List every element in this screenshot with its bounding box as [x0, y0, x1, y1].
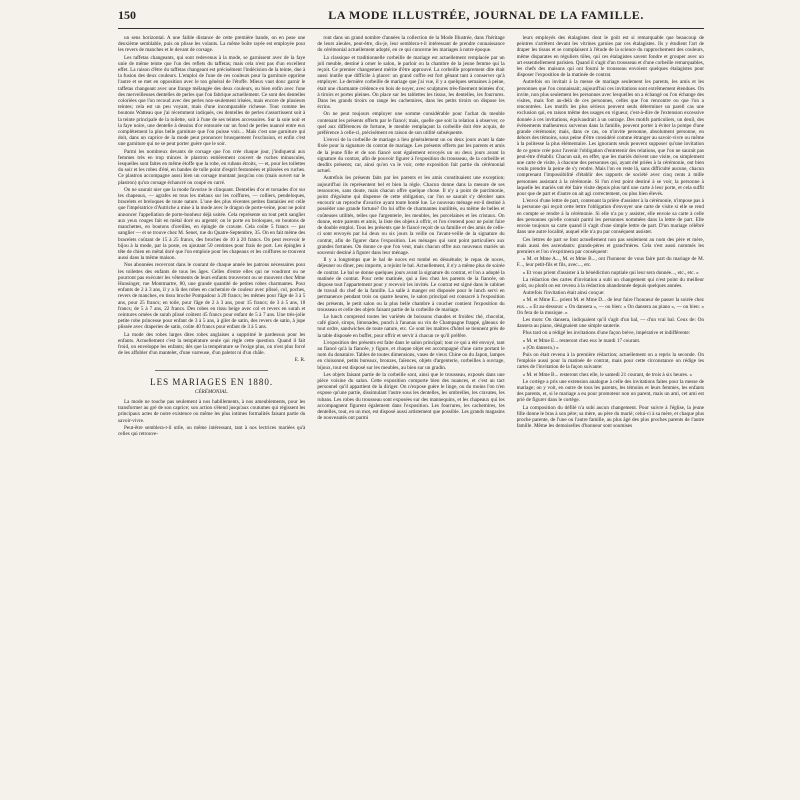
paragraph: Autrefois l'invitation était ainsi conçue:	[522, 290, 605, 297]
paragraph: La rédaction des cartes d'invitation a subi un changement qui n'est point du meilleur goût, ou plutôt on est revenu à la rédaction abandonnée depuis quelques années.	[516, 276, 704, 289]
section-separator	[155, 370, 267, 371]
paragraph: Les mots: On dansera, indiquaient qu'il s'agit d'un bal, — d'un vrai bal. Ceux de: On dansera au piano, désignaient une simple sauterie.	[516, 316, 704, 330]
paragraph: « M. et Mme E... prient M. et Mme D... de leur faire l'honneur de passer la soirée chez eux... » Et au-dessous: « On dansera », — ou bien: « On dansera au piano », — ou bien: « On fera de la musique. »	[516, 297, 704, 316]
paragraph: Peut-être semblera-t-il utile, ou même intéressant, tant à nos lectrices mariées qu'à celles qui retrouve-	[118, 424, 306, 437]
running-title: LA MODE ILLUSTRÉE, JOURNAL DE LA FAMILLE.	[328, 8, 644, 22]
paragraph: On ne saurait nier que la mode favorise le clinquant. Dentelles d'or et torsades d'or sur les chapeaux, — agrafes en tous les métaux sur les coiffures, — colliers, pendeloques, bracelets et breloques de toute nature. L'une des plus récentes petites fantaisies est celle que l'impératrice d'Autriche a mise à la mode avec le dragon de porte-veine, pour ne point annoncer l'appellation de porte-bonheur déjà usitée. Cela représente un tout petit sanglier aux yeux rouges fait en métal doré ou argenté; on le porte en broloques, en boutons de manchettes, en boutons d'oreilles, en épingle de cravate. Cela coûte 5 francs — par sanglier — et se trouve chez M. Senet, rue du Quatre-Septembre, 35. On en fait même des bracelets coûtant de 15 à 25 francs, des broches de 10 à 20 francs. On peut recevoir le bijou à la mode, par la poste, en ajoutant 50 centimes pour frais de port. Les épingles à tête de chien en métal doré que l'on emploie pour les chapeaux et les coiffures se trouvent aussi dans la même maison.	[118, 186, 306, 262]
paragraph: L'envoi d'une lettre de part, contenant la prière d'assister à la cérémonie, n'impose pas à la personne qui reçoit cette lettre l'obligation d'envoyer une carte de visite si elle se rend en compte se rendre à la cérémonie. Si elle n'a pu y assister, elle envoie sa carte à celle des personnes qu'elle connait parmi les personnes nommées dans la lettre de part. Elle envoie toujours sa carte quand il s'agit d'une simple lettre de part. D'un mariage célébré dans une autre localité, auquel elle n'a pu par conséquent assister.	[516, 198, 704, 236]
paragraph: L'envoi de la corbeille de mariage a lieu généralement un ou deux jours avant la date fixée pour la signature du contrat de mariage. Les présents offerts par les parents et amis de la jeune fille et de son fiancé sont également envoyés un ou deux jours avant la signature du contrat, afin de pouvoir figurer à l'exposition du trousseau, de la corbeille et desdits présents; car, ainsi qu'on va le voir, cette exposition fait partie du cérémonial actuel.	[317, 137, 505, 175]
paragraph: Le cortège a pris une extension analogue à celle des invitations faites pour la messe de mariage; on y voit, en outre de tous les parents, les témoins et leurs femmes, les enfants des parents, et, si le mariage a eu pour promoteur non un parent, mais un ami, cet ami est prié de figurer dans le cortège.	[516, 378, 704, 404]
section-title: LES MARIAGES EN 1880.	[150, 376, 274, 387]
paragraph: Les objets faisant partie de la corbeille sont, ainsi que le trousseau, exposés dans une pièce voisine du salon. Cette exposition comporte bien des nuances, et c'est au tact personnel qu'il appartient de la diriger. On n'expose guère le linge, ou du moins l'on n'en expose qu'une partie, dissimulant l'autre sous les dentelles, les ombrelles, les cravates, les rubans. Les robes du trousseau sont exposées sur des mannequins, et les chapeaux qui les accompagnent figurent également dans l'exposition. Les fourrures, les cachemires, les dentelles, tout, en un mot, est disposé aussi artistement que possible. Les grands magasins de nouveautés ont parmi	[317, 371, 505, 422]
paragraph: Le lunch comprend toutes les variétés de boissons chaudes et froides: thé, chocolat, café glacé, sirops, limonades, punch à l'ananas ou vin de Champagne frappé, gâteaux de tout ordre, sandwiches de toute nature, etc. Ce sont les maîtres d'hôtel se tiennent près de la table disposée en buffet, pour offrir et servir à chacun ce qu'il préfère.	[317, 313, 505, 339]
column-1	[118, 35, 305, 780]
paragraph: Puis on était revenu à la première rédaction; actuellement on a repris la seconde. On l'emploie aussi pour la matinée de contrat, mais pour cette circonstance on rédige les cartes de l'invitation de la façon suivante:	[516, 351, 704, 371]
column-3	[517, 35, 704, 780]
paragraph: Ces lettres de part se font actuellement non pas seulement au nom des père et mère, mais aussi des ascendants: grands-pères et grand'mères. Cela s'est aussi nommés les premiers et l'on s'exprimera par conséquent:	[516, 236, 704, 255]
paragraph: Parmi les nombreux devants de corsage que l'on crée chaque jour, j'indiquerai aux femmes très en trop minces le plastron entièrement couvert de ruches minuscules, lesquelles sont faites en même étoffe que la robe, en rubans étroits, — et, pour les toilettes du soir et les robes d'été, en bandes de tulle point d'esprit festonnées et plissées en ruches. Ce plastron accompagne aussi bien un corsage montant jusqu'au cou (mais ouvert sur le plastron) qu'un corsage échancré ou coupé en carré.	[118, 148, 306, 186]
paragraph: Autrefois on invitait à la messe de mariage seulement les parents, les amis et les personnes que l'on connaissait; aujourd'hui ces invitations sont extrêmement étendues. On invite, non plus seulement les personnes avec lesquelles on a échangé ou l'on échange des visites, mais fort au-delà de ces personnes, celles que l'on rencontre ou que l'on a rencontrées. Les motifs les plus sérieux peuvent seuls déterminer un pareil cas une exclusion qui, en raison même des usages en vigueur, c'est-à-dire de l'extension excessive donnée à ces invitations, équivaudrait à un outrage. Des motifs particuliers, un deuil, des événements malheureux survenus dans la famille, peuvent porter à éviter la pompe d'une grande cérémonie; mais, dans ce cas, on n'invite personne, absolument personne, en dehors des témoins, sous peine d'être considéré comme étranger au savoir-vivre ou même à la politesse la plus élémentaire. Les ignorants seuls peuvent supposer qu'une invitation de ce genre crée pour l'avenir l'obligation d'entretenir des relations, que l'on ne saurait pas peut-être d'établir. Chacun sait, en effet, que les mariés doivent une visite, ou simplement une carte de visite, à chacune des personnes qui, ayant été priées à la cérémonie, ont bien voulu prendre la peine de s'y rendre. Mais l'on en reste là, sans difficulté aucune, chacun comprenant l'impossibilité d'établir des rapports de société avec cinq cents à mille personnes assistant à la cérémonie. Si l'on n'est point destiné à se voir, la personne à laquelle les mariés ont été faire visite depuis plus tard une carte à leur porte, et cela suffit pour que de part et d'autre on ait agi correctement, ou plus bien élevés.	[516, 79, 704, 198]
paragraph: leurs employés des étalagistes dont le goût est si remarquable que beaucoup de peintres s'arrêtent devant les vitrines garnies par ces étalagistes. Ils y étudient l'art de draper les tissus et se complaisent à l'étude de la science du rapprochement des couleurs, même disparates en réguliers tôles, qui ces étalagistes savent fondre et grouper avec un art essentiellement parisien. Quand il s'agit d'un trousseau et d'une corbeille remarquables, les chefs des maisons qui ont fourni le trousseau envoient quelques étalagistes pour disposer l'exposition de la matinée de contrat.	[516, 35, 704, 79]
paragraph: ront dans un grand nombre d'années la collection de la Mode Illustrée, dans l'héritage de leurs aïeules, peut-être, dis-je, leur semblera-t-il intéressant de prendre connaissance du cérémonial actuellement adopté, en ce qui concerne les mariages à notre époque.	[317, 35, 505, 54]
paragraph: Les taffetas changeants, qui sont redevenus à la mode, se garnissent avec de la faye unie de même teinte que l'un des reflets du taffetas; mais cela n'est pas d'un excellent effet. La raison d'être du taffetas changeant est précisément l'indécision de la teinte, due à la fusion des deux couleurs. L'emploi de l'une de ces couleurs pour la garniture opprime l'autre et se met en opposition avec le ton général de l'étoffe. Mieux vaut donc garnir le taffetas changeant avec une frange mélangée des deux couleurs, ou bien enfin avec l'une des merveilleuses dentelles de perles que l'on fabrique actuellement. Ce sont des dentelles coloriées que l'on recoud avec des perles non-seulement irisées, mais encore de plusieurs teintes; cela est un peu voyant, mais d'une incomparable richesse. Tout comme les boutons Watteau que j'ai récemment indiqués, ces dentelles de perles s'assortissent soit à la teinte principale de la toilette, soit à l'une de ses teintes accessoires. Sur la soie noir et la faye noire, une dentelle à dessins d'or entourée sur un fond de perles nuancé entre eux complètement la plus belle garniture que l'on puisse voir.... Mais c'est une garniture qui doit, dans un caprice de la mode peut prononcer brusquement l'exclusion, et enfin c'est une garniture qui ne se peut porter guère que le soir.	[118, 54, 306, 148]
column-1-paragraphs	[118, 35, 305, 356]
header-rule	[118, 28, 704, 29]
paragraph: La mode ne touche pas seulement à nos habillements, à nos ameublements, pour les transformer au gré de son caprice; son action s'étend jusqu'aux coutumes qui régissent les principaux actes de notre existence ou même les plus intimes formalités faisant partie du savoir-vivre.	[118, 398, 306, 424]
page-number: 150	[118, 8, 136, 22]
paragraph: « M. et Mme A..., M. et Mme B..., ont l'honneur de vous faire part du mariage de M. F..., leur petit-fils et fils, avec..., etc.	[516, 256, 704, 269]
paragraph: Autrefois les présents faits par les parents et les amis constituaient une exception; aujourd'hui ils représentent bel et bien la règle. Chacun donne dans la mesure de ses ressources, sans doute, mais chacun offre quelque chose. Il n'y a point de parcimonie, point d'égoïsme qui dispense de cette obligation, car l'on se saurait s'y dérober sans encourir un reproche d'avarice ayant toute bonté lue. Le nouveau ménage est-il destiné à posséder une grande fortune? On lui offre de charmantes inutilités, ou même de belles et coûteuses utilités, telles que l'argenterie, les meubles, les porcelaines et les cristaux. On donne, entre parents et amis, la liste des objets à offrir, et l'on s'entend pour ne point faire de double emploi. Tous les présents que le fiancé reçoit de sa famille et des amis de celle-ci sont envoyés par lui deux ou six jours la veille ou l'avant-veille de la signature du contrat, afin de figurer dans l'exposition. Les ménages qui sont point particuliers aux grandes fortunes. On donne ce que l'on veut, mais chacun offre aux nouveaux mariés un souvenir destiné à figurer dans leur ménage.	[317, 175, 505, 256]
paragraph: « M. et Mme B... resteront chez elle, le samedi 21 courant, de trois à six heures. »	[522, 371, 693, 378]
paragraph: La mode des robes larges dites robes anglaises a supprimé le pardessus pour les enfants. Actuellement c'est la température seule qui règle cette question. Quand il fait froid, on enveloppe les enfants; dès que la température se l'exige plus, on n'est plus forcé de les affubler d'un mantelet, d'une varreuse, d'un paletot ni d'un châle.	[118, 331, 306, 357]
paragraph: « (On dansera.) »	[522, 344, 559, 351]
page-header	[118, 8, 704, 26]
paragraph: « M. et Mme E... resteront chez eux le mardi 17 courant.	[522, 337, 641, 344]
paragraph: « Et vous prient d'assister à la bénédiction nuptiale qui leur sera donnée..., etc., etc. »	[522, 269, 699, 276]
paragraph: L'exposition des présents est faite dans le salon principal; tout ce qui a été envoyé, tant au fiancé qu'à la fiancée, y figure, et chaque objet est accompagné d'une carte portant le nom du donataire. Tables de toutes dimensions, vases de vieux Chine ou du Japon, lampes en cloisonné, petits bureaux, bronzes, faïences, objets d'argenterie, corbeilles à ouvrage, bijoux, tout est disposé sur les meubles, au bien sur un gradin.	[317, 339, 505, 371]
section-subhead: CÉRÉMONIAL.	[194, 388, 229, 395]
column-2	[317, 35, 504, 780]
article-signature: E. R.	[294, 357, 306, 364]
paragraph: un sens horizontal. A une faible distance de cette première bande, on en pose une deuxième semblable, puis on plisse les volants. La même boîte rayée est employée pour les revers de manches et le devant de corsage.	[118, 35, 306, 54]
paragraph: Il y a longtemps que le bal de noces est tombé en désuétude; le repas de noces, déjeuner ou dîner, peu importe, a rejoint le bal. Actuellement, il n'y a même plus de soirée de contrat. Le bal se donne quelques jours avant la signature du contrat, et l'on a adopté la matinée de contrat. Pour cette matinée, qui a lieu chez les parents de la fiancée, on dispose tout l'appartement pour y recevoir les invités. Le contrat est signé dans le cabinet de travail du chef de la famille. La salle à manger est disposée pour le lunch servi en permanence pendant trois ou quatre heures, le salon principal est consacré à l'exposition des présents, le petit salon ou la plus belle chambre à coucher contient l'exposition du trousseau et celle des objets faisant partie de la corbeille de mariage.	[317, 257, 505, 313]
paragraph: Nos abonnées recevront dans le courant de chaque année les patrons nécessaires pour les toilettes des enfants de tous les âges. Celles d'entre elles qui ne voudront ou ne pourront pas exécuter les vêtements de leurs enfants trouveront ou se mouvent chez Mme Hunsinger, rue Montmartre, 80, une grande quantité de petites robes charmantes. Pour enfants de 2 à 3 ans, il y a là des robes en cachemire de couleur avec plissé, col, poches, revers de manches, en tissu broché Pompadour à 20 francs; les mêmes pour l'âge de 3 à 5 ans, pour 25 francs; en toile, pour l'âge de 2 à 3 ans, pour 15 francs; de 3 à 5 ans, 18 francs; de 5 à 7 ans, 22 francs. Des robes en tissu beige avec col et revers en surah et ceintures ornées de surah plissé coûtent 45 francs pour enfant de 5 à 7 ans. Une très-jolie petite robe princesse pour enfant de 3 à 5 ans, à gilet de satin, des revers de satin, à jupe plissée avec draperies de satin, coûte 40 francs pour enfant de 3 à 5 ans.	[118, 262, 306, 331]
paragraph: Plus tard on a rédigé les invitations d'une façon brève, impérative et indifférente:	[522, 330, 691, 337]
paragraph: On ne peut toujours employer une somme considérable pour l'achat du meuble contenant les présents offerts par le fiancé; mais, quelle que soit la relation à observer, ce quel aux différences de fortune, le meuble remplaçant la corbeille doit être acquis, de préférence à celle-ci, précisément en raison de son utilité subséquente.	[317, 111, 505, 137]
section-paragraphs	[118, 399, 305, 437]
paragraph: La composition du défilé n'a subi aucun changement. Pour suivre à l'église, la jeune fille donne le bras à son père; sa mère, au père du marié; celui-ci à sa mère, et chaque plus proche parente, de l'une ou l'autre famille, au plus âgé des plus proches parents de l'autre famille. Même les demoiselles d'honneur sont soumises	[516, 404, 704, 430]
paragraph: La classique et traditionnelle corbeille de mariage est actuellement remplacée par un joli meuble, destiné à orner le salon, le parloir ou la chambre de la jeune femme qui la reçoit. Ce premier changement mérite d'être approuvé. La corbeille proprement dite était aussi inutile que difficile à placer: un grand coffre est fort gênant tant à conserver qu'à employer. Le dernière corbeille de mariage que j'ai vue, il y a quelques semaines à peine, était une charmante crédence en bois de noyer, avec sculptures très-finement teintées d'or, à tiroirs et portes pleines. On place sur les tablettes les tissus, les dentelles, les fourrures. Dans les grands tiroirs on range les cachemires, dans les petits tiroirs on dispose les écrins.	[317, 54, 505, 111]
text-columns	[118, 35, 704, 780]
